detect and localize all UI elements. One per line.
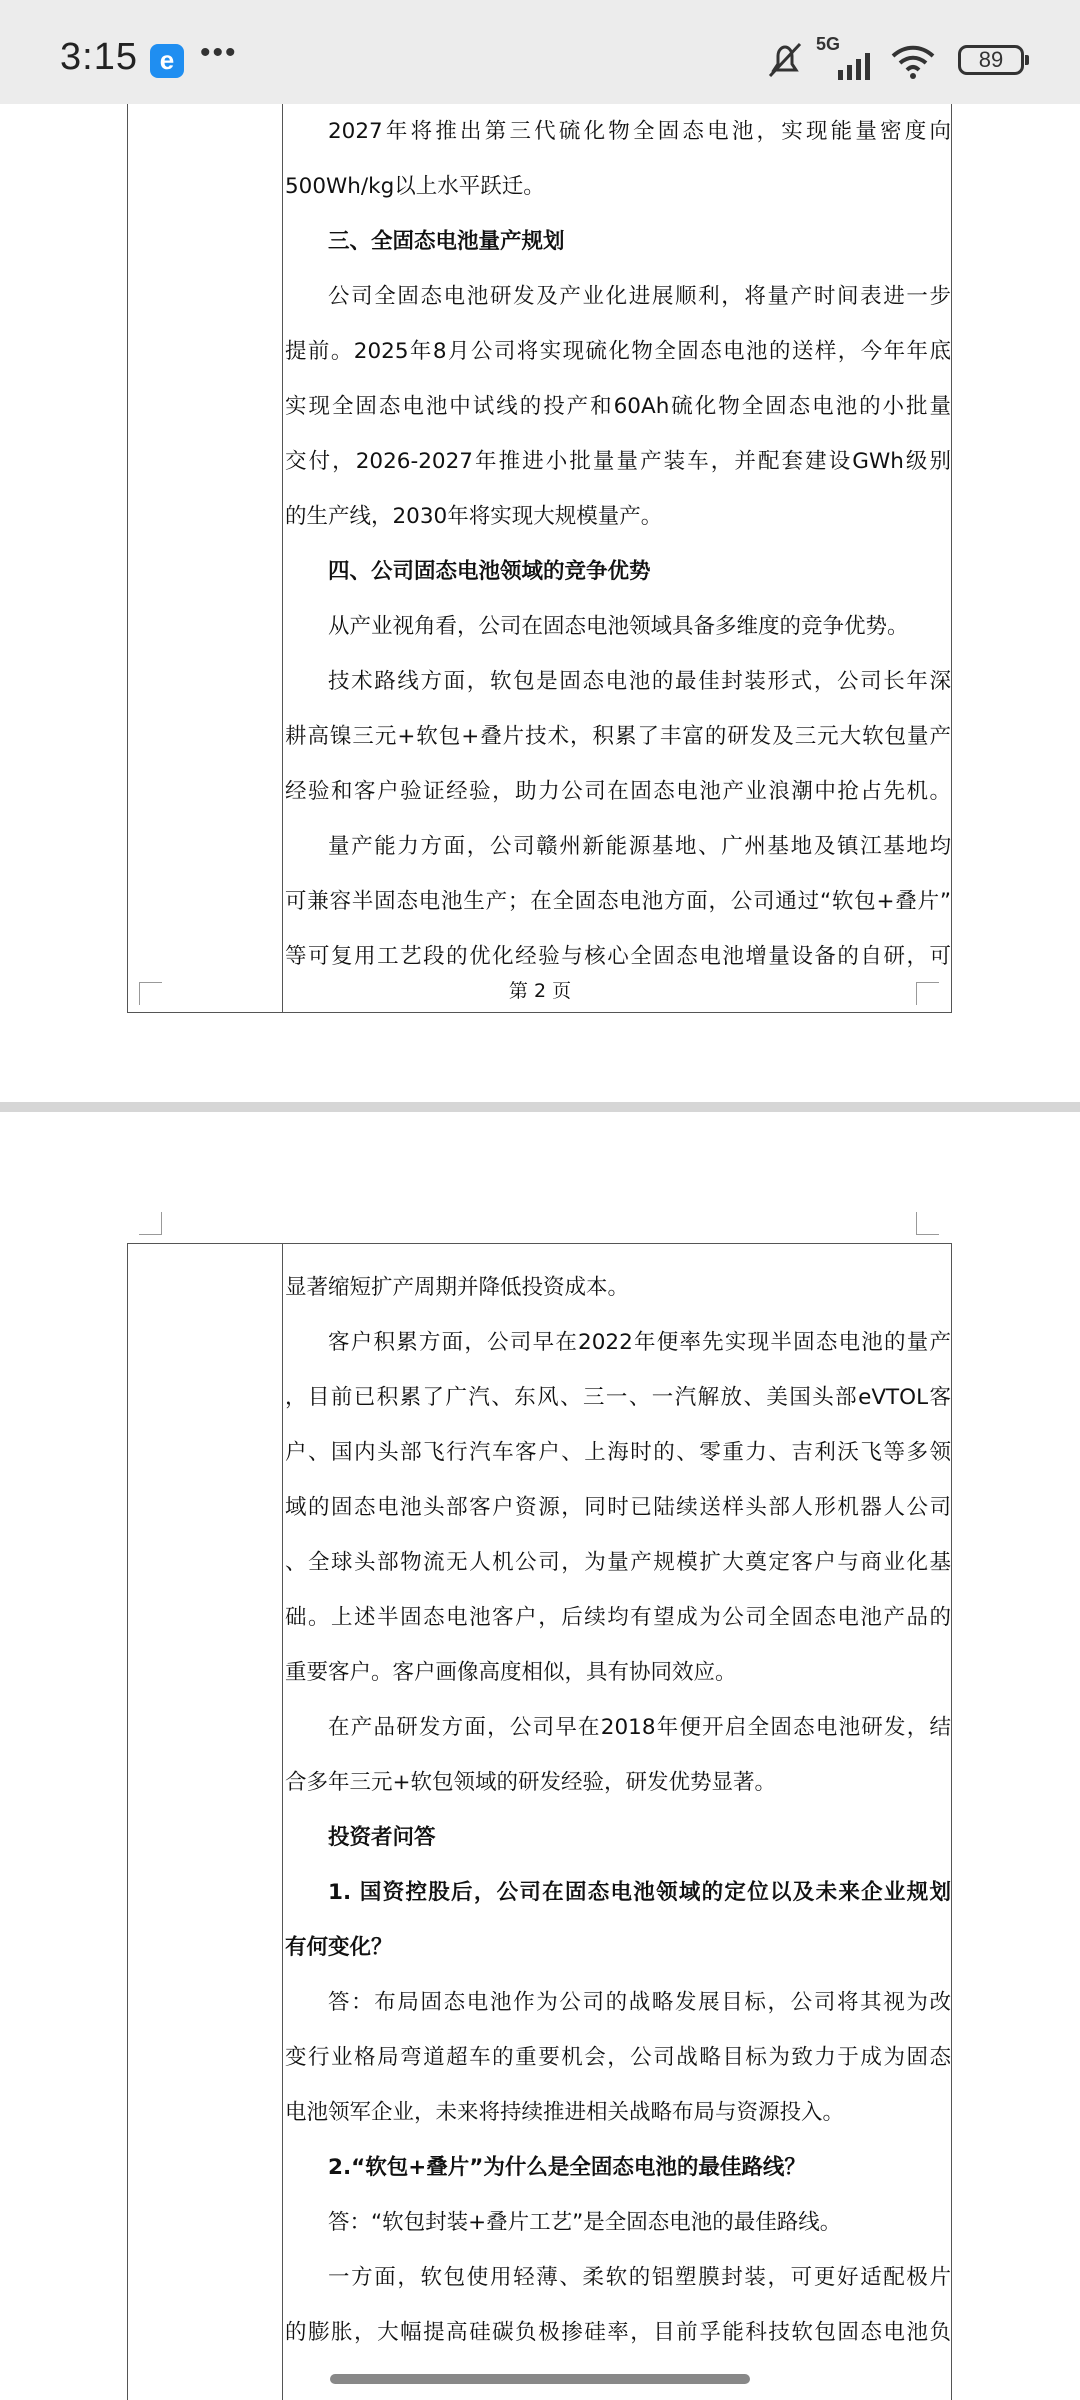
signal-icon — [838, 50, 880, 80]
paragraph-line: 电池领军企业，未来将持续推进相关战略布局与资源投入。 — [285, 2100, 845, 2125]
paragraph-line: 500Wh/kg以上水平跃迁。 — [285, 174, 545, 199]
paragraph-line: 、全球头部物流无人机公司，为量产规模扩大奠定客户与商业化基 — [285, 1550, 951, 1575]
paragraph-line: 的膨胀，大幅提高硅碳负极掺硅率，目前孚能科技软包固态电池负 — [285, 2320, 951, 2345]
paragraph-line: 耕高镍三元+软包+叠片技术，积累了丰富的研发及三元大软包量产 — [285, 724, 951, 749]
paragraph-line: 公司全固态电池研发及产业化进展顺利，将量产时间表进一步 — [328, 284, 951, 309]
paragraph-line: 的生产线，2030年将实现大规模量产。 — [285, 504, 663, 529]
paragraph-line: 础。上述半固态电池客户，后续均有望成为公司全固态电池产品的 — [285, 1605, 951, 1630]
paragraph-line: 一方面，软包使用轻薄、柔软的铝塑膜封装，可更好适配极片 — [328, 2265, 951, 2290]
page-number: 第 2 页 — [508, 980, 572, 1002]
section-heading: 三、全固态电池量产规划 — [328, 229, 565, 254]
paragraph-line: 在产品研发方面，公司早在2018年便开启全固态电池研发，结 — [328, 1715, 951, 1740]
mute-icon — [764, 40, 806, 80]
paragraph-line: 户、国内头部飞行汽车客户、上海时的、零重力、吉利沃飞等多领 — [285, 1440, 951, 1465]
paragraph-line: 合多年三元+软包领域的研发经验，研发优势显著。 — [285, 1770, 777, 1795]
paragraph-line: 域的固态电池头部客户资源，同时已陆续送样头部人形机器人公司 — [285, 1495, 951, 1520]
question-heading: 有何变化？ — [285, 1935, 393, 1960]
paragraph-line: 经验和客户验证经验，助力公司在固态电池产业浪潮中抢占先机。 — [285, 779, 951, 804]
paragraph-line: 等可复用工艺段的优化经验与核心全固态电池增量设备的自研，可 — [285, 944, 951, 969]
paragraph-line: 客户积累方面，公司早在2022年便率先实现半固态电池的量产 — [328, 1330, 951, 1355]
paragraph-line: 重要客户。客户画像高度相似，具有协同效应。 — [285, 1660, 737, 1685]
question-heading: 2.“软包+叠片”为什么是全固态电池的最佳路线？ — [328, 2155, 806, 2180]
paragraph-line: ，目前已积累了广汽、东风、三一、一汽解放、美国头部eVTOL客 — [285, 1385, 951, 1410]
paragraph-line: 提前。2025年8月公司将实现硫化物全固态电池的送样，今年年底 — [285, 339, 951, 364]
page-1-text — [285, 104, 951, 984]
paragraph-line: 实现全固态电池中试线的投产和60Ah硫化物全固态电池的小批量 — [285, 394, 951, 419]
status-bar — [0, 0, 1080, 104]
home-indicator[interactable] — [330, 2374, 750, 2384]
paragraph-line: 2027年将推出第三代硫化物全固态电池，实现能量密度向 — [328, 119, 951, 144]
wifi-icon — [890, 44, 936, 80]
paragraph-line: 从产业视角看，公司在固态电池领域具备多维度的竞争优势。 — [328, 614, 909, 639]
section-heading: 四、公司固态电池领域的竞争优势 — [328, 559, 651, 584]
browser-app-icon: e — [150, 44, 184, 78]
paragraph-line: 变行业格局弯道超车的重要机会，公司战略目标为致力于成为固态 — [285, 2045, 951, 2070]
paragraph-line: 技术路线方面，软包是固态电池的最佳封装形式，公司长年深 — [328, 669, 951, 694]
page-corner-mark — [916, 1212, 939, 1235]
paragraph-line: 显著缩短扩产周期并降低投资成本。 — [285, 1275, 630, 1300]
table-column-divider — [282, 104, 283, 1012]
table-column-divider — [282, 1244, 283, 2400]
clock: 3:15 — [60, 36, 138, 78]
more-notifications-icon: ••• — [200, 36, 238, 69]
page-corner-mark — [139, 1212, 162, 1235]
paragraph-line: 答：布局固态电池作为公司的战略发展目标，公司将其视为改 — [328, 1990, 951, 2015]
paragraph-line: 可兼容半固态电池生产；在全固态电池方面，公司通过“软包+叠片” — [285, 889, 951, 914]
network-type: 5G — [816, 34, 841, 54]
question-heading: 1. 国资控股后，公司在固态电池领域的定位以及未来企业规划 — [328, 1880, 951, 1905]
section-heading: 投资者问答 — [328, 1825, 436, 1850]
page-separator — [0, 1102, 1080, 1112]
paragraph-line: 量产能力方面，公司赣州新能源基地、广州基地及镇江基地均 — [328, 834, 951, 859]
battery-icon: 89 — [958, 45, 1024, 75]
paragraph-line: 答：“软包封装+叠片工艺”是全固态电池的最佳路线。 — [328, 2210, 842, 2235]
page-2-text — [285, 1260, 951, 2360]
paragraph-line: 交付，2026-2027年推进小批量量产装车，并配套建设GWh级别 — [285, 449, 951, 474]
